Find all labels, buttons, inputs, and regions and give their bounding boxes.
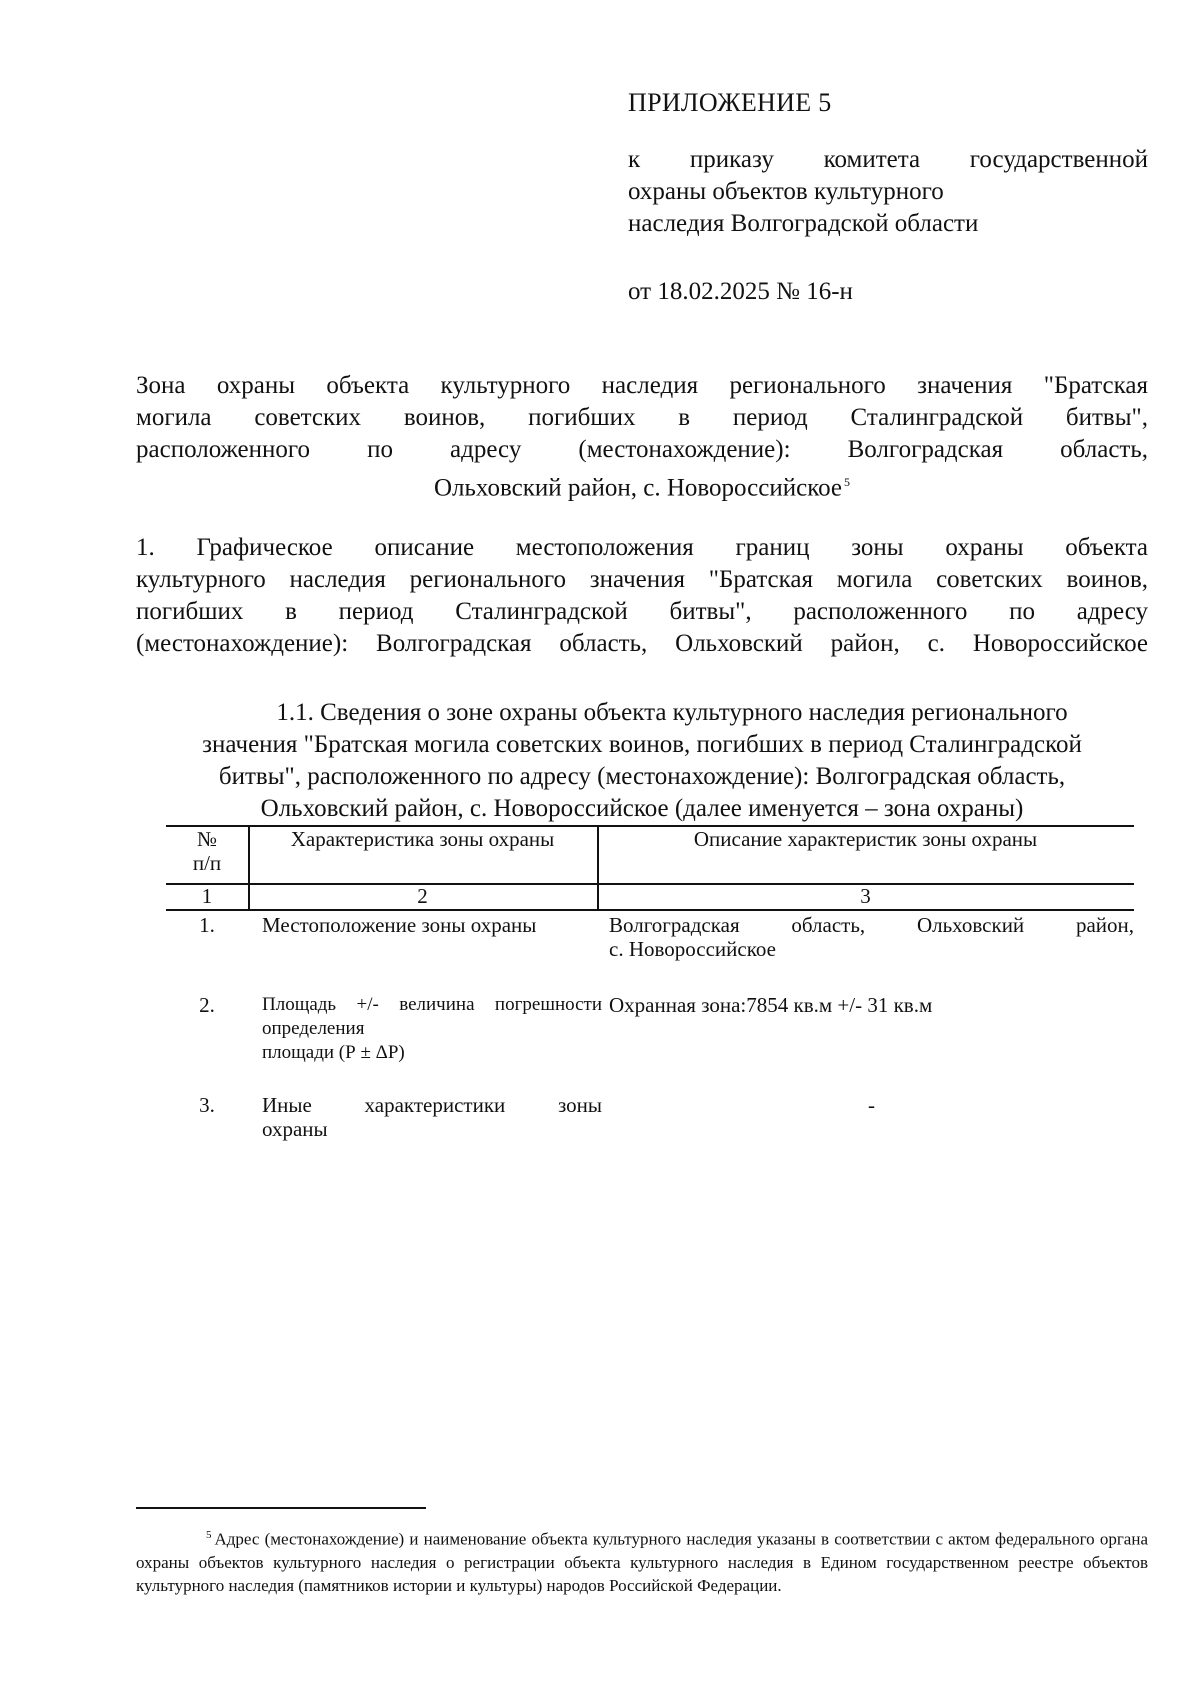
row-number: 2. xyxy=(199,993,215,1017)
section-1-1-zone-info xyxy=(136,697,1148,825)
order-line-1 xyxy=(628,144,1148,176)
footnote-separator xyxy=(136,1507,426,1509)
order-date: от 18.02.2025 № 16-н xyxy=(628,278,853,305)
row-characteristic-line: Площадь +/- величина погрешности определения xyxy=(262,994,602,1039)
row-characteristic xyxy=(262,1093,602,1141)
footnote-reference[interactable]: 5 xyxy=(843,475,850,489)
row-description: - xyxy=(868,1093,875,1117)
footnote-number: 5 xyxy=(206,1529,212,1541)
zone-title xyxy=(136,370,1148,504)
section-1-1-line: 1.1. Сведения о зоне охраны объекта культурного наследия регионального xyxy=(276,699,1068,726)
section-1-1-line: значения "Братская могила советских воинов, погибших в период Сталинградской xyxy=(202,731,1082,758)
header-number-line: п/п xyxy=(192,851,222,875)
row-description: Охранная зона:7854 кв.м +/- 31 кв.м xyxy=(609,993,933,1017)
header-description: Описание характеристик зоны охраны xyxy=(693,827,1038,851)
column-number: 2 xyxy=(417,884,428,908)
header-characteristic: Характеристика зоны охраны xyxy=(290,827,555,851)
section-1-1-line: битвы", расположенного по адресу (местонахождение): Волгоградская область, xyxy=(218,763,1066,790)
order-word: государственной xyxy=(969,146,1148,173)
order-word: комитета xyxy=(823,146,921,173)
footnote xyxy=(136,1524,1148,1597)
row-description-line: Волгоградская область, Ольховский район, xyxy=(609,913,1134,937)
row-number: 1. xyxy=(199,913,215,937)
appendix-title: ПРИЛОЖЕНИЕ 5 xyxy=(628,88,832,117)
row-characteristic-line: Иные характеристики зоны xyxy=(262,1093,602,1117)
zone-title-last-line xyxy=(136,466,1148,504)
order-reference xyxy=(628,144,1148,240)
section-1-1-line: Ольховский район, с. Новороссийское (далее именуется – зона охраны) xyxy=(260,795,1024,822)
order-line-2: охраны объектов культурного xyxy=(628,178,944,205)
zone-title-line: расположенного по адресу (местонахождение): Волгоградская область, xyxy=(136,436,1148,463)
row-characteristic-line: охраны xyxy=(262,1117,328,1141)
row-description xyxy=(609,913,1134,961)
column-number: 3 xyxy=(860,884,871,908)
section-1-graphic-description xyxy=(136,532,1148,660)
column-number: 1 xyxy=(201,884,213,908)
header-number xyxy=(166,827,248,875)
section-1-line: 1. Графическое описание местоположения границ зоны охраны объекта xyxy=(136,534,1148,561)
row-characteristic: Местоположение зоны охраны xyxy=(262,913,537,937)
row-characteristic-line: площади (Р ± ΔР) xyxy=(262,1042,405,1063)
order-word: к xyxy=(628,146,641,173)
row-number: 3. xyxy=(199,1093,215,1117)
header-number-line: № xyxy=(196,827,218,851)
order-line-3: наследия Волгоградской области xyxy=(628,210,979,237)
row-characteristic xyxy=(262,993,602,1065)
row-description-line: с. Новороссийское xyxy=(609,937,776,961)
zone-title-line: Ольховский район, с. Новороссийское xyxy=(434,474,842,502)
section-1-line: (местонахождение): Волгоградская область, Ольховский район, с. Новороссийское xyxy=(136,630,1148,657)
footnote-text: Адрес (местонахождение) и наименование объекта культурного наследия указаны в соответствии с актом федерального органа охраны объектов культурного наследия о регистрации объекта культурного наследия в Едином государственном реестре объектов культурного наследия (памятников истории и культуры) народов Российской Федерации. xyxy=(136,1529,1148,1595)
zone-title-line: Зона охраны объекта культурного наследия регионального значения "Братская xyxy=(136,372,1148,399)
table-numbers-border xyxy=(166,909,1134,911)
zone-title-line: могила советских воинов, погибших в период Сталинградской битвы", xyxy=(136,404,1148,431)
section-1-line: культурного наследия регионального значения "Братская могила советских воинов, xyxy=(136,566,1148,593)
section-1-line: погибших в период Сталинградской битвы", расположенного по адресу xyxy=(136,598,1148,625)
order-word: приказу xyxy=(689,146,774,173)
